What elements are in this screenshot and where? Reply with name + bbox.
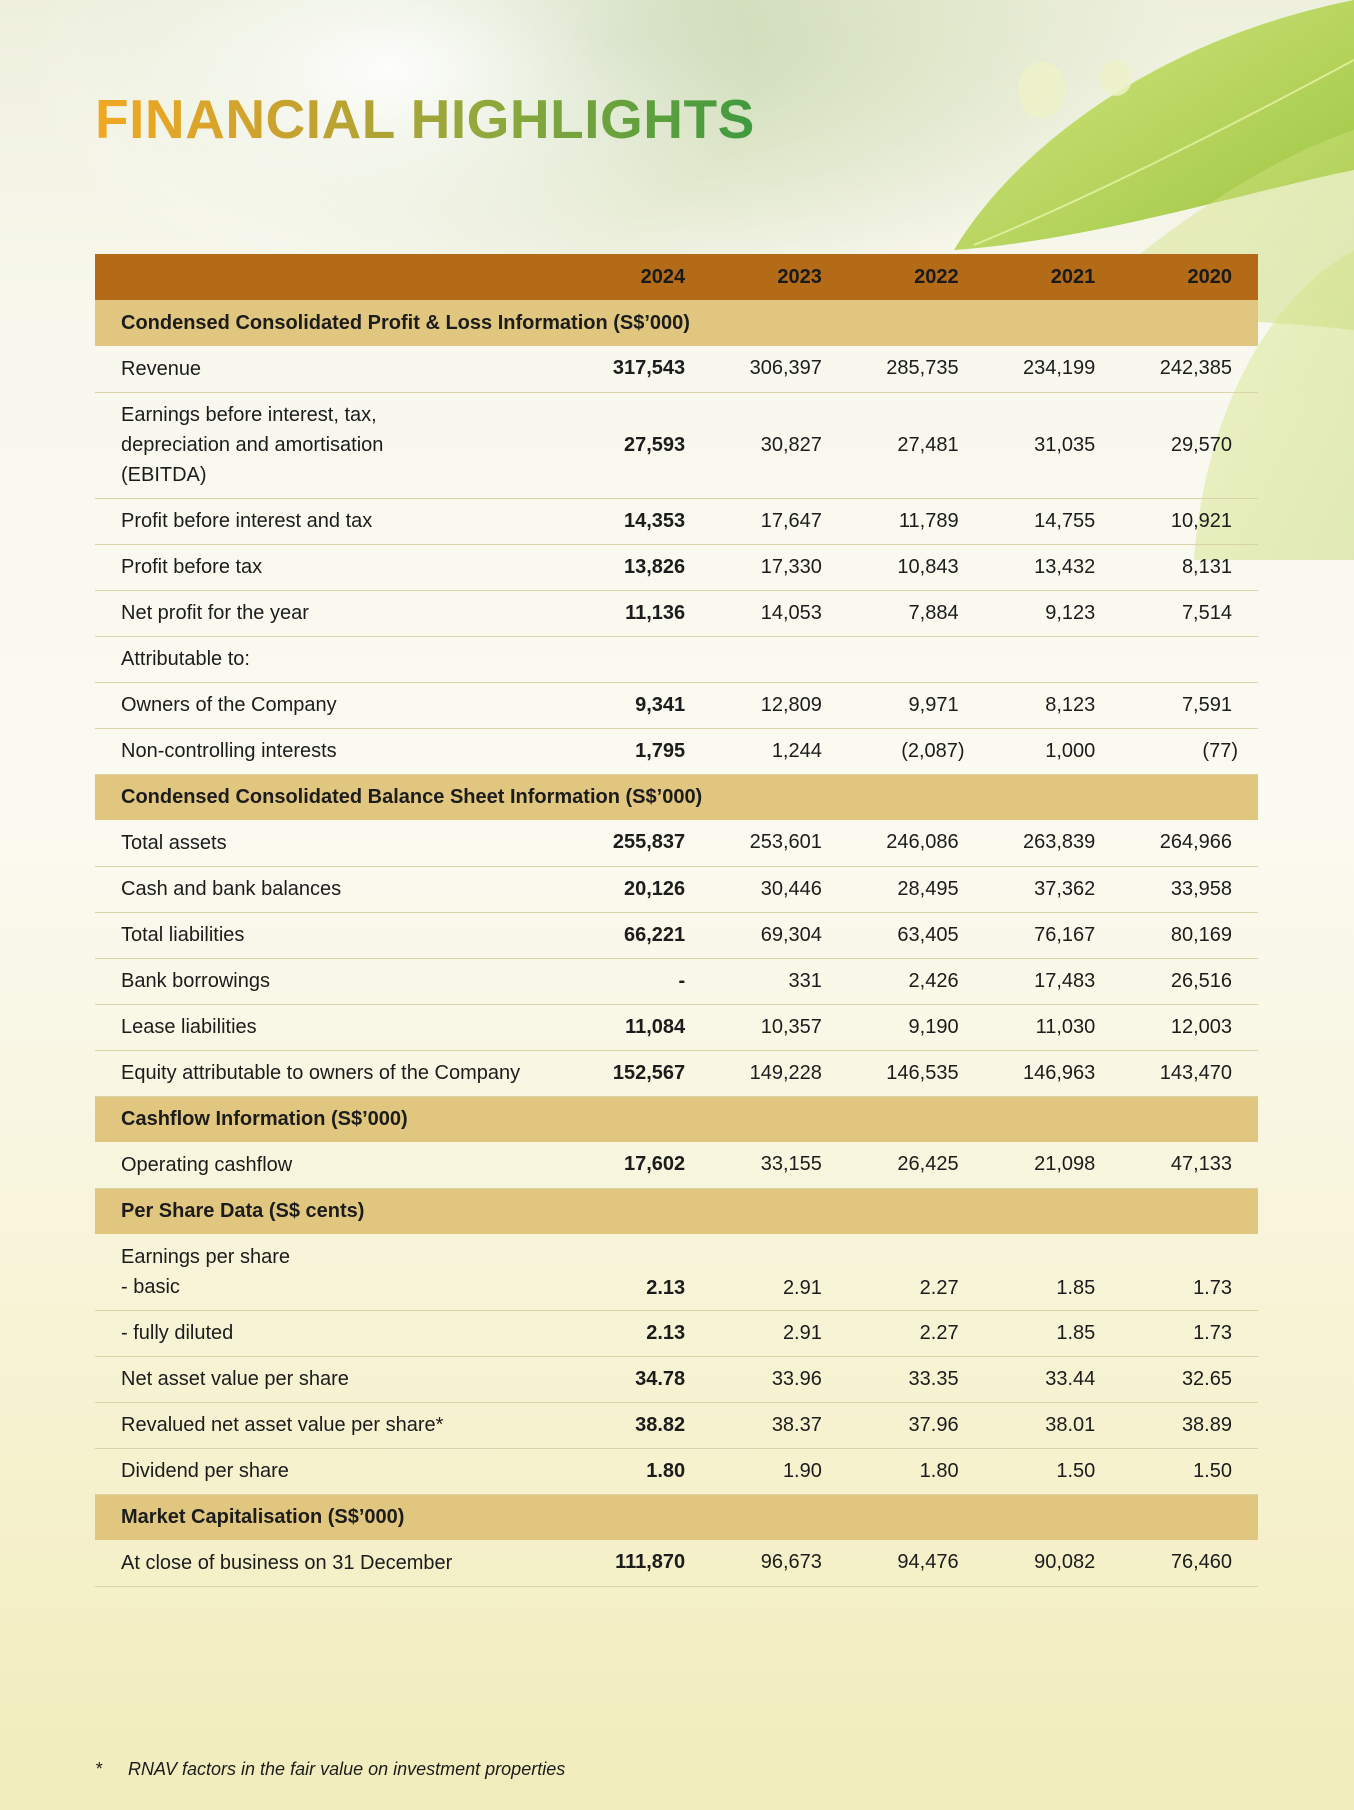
header-blank-cell <box>95 254 574 300</box>
value-2020: 80,169 <box>1170 923 1232 946</box>
value-2020: 29,570 <box>1170 433 1232 456</box>
value-2021: 17,483 <box>1034 969 1096 992</box>
value-2022: 28,495 <box>897 877 959 900</box>
value-2021: 234,199 <box>1022 357 1096 380</box>
table-row-pbt <box>95 544 1258 590</box>
value-2021: 1.85 <box>1056 1321 1096 1344</box>
value-2022: 9,971 <box>908 693 959 716</box>
value-2021: 21,098 <box>1034 1153 1096 1176</box>
section-title: Market Capitalisation (S$’000) <box>121 1505 405 1528</box>
table-row-nav <box>95 1356 1258 1402</box>
value-2020: 33,958 <box>1170 877 1232 900</box>
value-2024: 255,837 <box>612 831 686 854</box>
value-2021: 38.01 <box>1045 1413 1096 1436</box>
table-row-ebitda <box>95 392 1258 498</box>
value-2023: 17,647 <box>760 509 822 532</box>
value-2023: 253,601 <box>749 831 822 854</box>
row-label: Non-controlling interests <box>121 740 337 762</box>
value-2021: 146,963 <box>1022 1061 1096 1084</box>
value-2021: 263,839 <box>1022 831 1096 854</box>
row-label: Operating cashflow <box>121 1153 293 1176</box>
year-header-row <box>95 254 1258 300</box>
value-2023: 17,330 <box>760 555 822 578</box>
row-label: Bank borrowings <box>121 970 270 992</box>
value-2021: 11,030 <box>1035 1015 1096 1038</box>
value-2021: 8,123 <box>1045 693 1096 716</box>
row-label: Equity attributable to owners of the Company <box>121 1062 521 1084</box>
value-2024: 1.80 <box>646 1459 686 1482</box>
row-label: Revenue <box>121 357 202 380</box>
value-2022: 63,405 <box>897 923 959 946</box>
value-2020: 7,514 <box>1181 601 1232 624</box>
value-2022: 2,426 <box>908 969 959 992</box>
value-2020: 8,131 <box>1181 555 1232 578</box>
financial-highlights-table <box>95 254 1258 1587</box>
value-2021: 37,362 <box>1034 877 1096 900</box>
value-2024: 20,126 <box>624 877 686 900</box>
value-2023: 69,304 <box>760 923 822 946</box>
value-2024: 2.13 <box>646 1321 686 1344</box>
value-2020: 38.89 <box>1181 1413 1232 1436</box>
row-label-line: (EBITDA) <box>121 464 207 486</box>
year-header-2024: 2024 <box>640 265 686 288</box>
value-2020: 242,385 <box>1159 357 1232 380</box>
value-2020: 12,003 <box>1170 1015 1232 1038</box>
value-2020: 1.50 <box>1193 1459 1232 1482</box>
value-2023: 33.96 <box>771 1367 822 1390</box>
row-label-line: - basic <box>121 1275 180 1298</box>
table-row-revenue <box>95 346 1258 392</box>
value-2023: 10,357 <box>760 1015 822 1038</box>
value-2023: 1,244 <box>771 739 822 762</box>
row-label: - fully diluted <box>121 1322 234 1344</box>
row-label: Total assets <box>121 831 227 854</box>
value-2024: 11,136 <box>625 601 686 624</box>
value-2023: 30,827 <box>760 433 822 456</box>
year-header-2023: 2023 <box>777 265 822 288</box>
value-2022: (2,087) <box>901 739 965 762</box>
value-2021: 90,082 <box>1034 1551 1096 1574</box>
value-2023: 1.90 <box>782 1459 822 1482</box>
value-2020: 1.73 <box>1193 1321 1232 1344</box>
row-label <box>95 392 574 498</box>
value-2023: 306,397 <box>749 357 822 380</box>
value-2022: 33.35 <box>908 1367 959 1390</box>
value-2022: 2.27 <box>919 1276 959 1299</box>
table-row-eps-diluted <box>95 1310 1258 1356</box>
row-label: At close of business on 31 December <box>121 1551 453 1574</box>
value-2021: 76,167 <box>1034 923 1096 946</box>
value-2023: 96,673 <box>760 1551 822 1574</box>
value-2021: 9,123 <box>1045 601 1096 624</box>
value-2024: 152,567 <box>612 1061 686 1084</box>
value-2020: 47,133 <box>1170 1153 1232 1176</box>
value-2022: 10,843 <box>897 555 959 578</box>
section-title: Condensed Consolidated Profit & Loss Information (S$’000) <box>121 311 690 334</box>
row-label: Owners of the Company <box>121 694 337 716</box>
value-2020: 7,591 <box>1181 693 1232 716</box>
table-row-rnav <box>95 1402 1258 1448</box>
section-header-balance-sheet <box>95 774 1258 820</box>
value-2020: 26,516 <box>1170 969 1232 992</box>
row-label: Total liabilities <box>121 924 245 946</box>
page-title: FINANCIAL HIGHLIGHTS <box>95 88 755 150</box>
row-label-line: depreciation and amortisation <box>121 434 384 456</box>
value-2022: 246,086 <box>886 831 959 854</box>
value-2024: 27,593 <box>624 433 686 456</box>
value-2020: 76,460 <box>1170 1551 1232 1574</box>
value-2022: 27,481 <box>897 433 959 456</box>
footnote-mark: * <box>95 1759 103 1779</box>
row-label: Lease liabilities <box>121 1016 257 1038</box>
table-row-owners <box>95 682 1258 728</box>
value-2024: 17,602 <box>624 1153 686 1176</box>
value-2022: 11,789 <box>898 509 959 532</box>
table-row-dps <box>95 1448 1258 1494</box>
table-row-eps-basic <box>95 1234 1258 1310</box>
row-label: Profit before tax <box>121 556 263 578</box>
value-2023: 149,228 <box>749 1061 822 1084</box>
table-row-pbit <box>95 498 1258 544</box>
table-row-total-liabilities <box>95 912 1258 958</box>
year-header-2020: 2020 <box>1187 265 1232 288</box>
value-2023: 33,155 <box>760 1153 822 1176</box>
table-row-bank-borrowings <box>95 958 1258 1004</box>
value-2022: 7,884 <box>908 601 959 624</box>
value-2021: 31,035 <box>1034 433 1096 456</box>
year-header-2022: 2022 <box>914 265 959 288</box>
value-2024: 111,870 <box>615 1551 686 1574</box>
value-2024: 2.13 <box>646 1276 686 1299</box>
value-2023: 30,446 <box>760 877 822 900</box>
value-2024: - <box>678 969 686 992</box>
value-2024: 13,826 <box>624 555 686 578</box>
row-label: Profit before interest and tax <box>121 510 373 532</box>
value-2022: 285,735 <box>886 357 959 380</box>
table-row-net-profit <box>95 590 1258 636</box>
row-label: Revalued net asset value per share* <box>121 1414 444 1436</box>
row-label: Net asset value per share <box>121 1368 349 1390</box>
table-row-attributable <box>95 636 1258 682</box>
table-row-lease-liabilities <box>95 1004 1258 1050</box>
value-2024: 38.82 <box>635 1413 686 1436</box>
value-2023: 14,053 <box>760 601 822 624</box>
table-row-nci <box>95 728 1258 774</box>
value-2020: 143,470 <box>1159 1061 1232 1084</box>
value-2024: 317,543 <box>612 357 686 380</box>
section-title: Per Share Data (S$ cents) <box>121 1199 365 1222</box>
row-label: Net profit for the year <box>121 602 309 624</box>
value-2021: 1.85 <box>1056 1276 1096 1299</box>
value-2023: 38.37 <box>771 1413 822 1436</box>
section-header-per-share <box>95 1188 1258 1234</box>
row-label <box>95 1234 574 1310</box>
value-2020: 264,966 <box>1159 831 1232 854</box>
section-header-profit-loss <box>95 300 1258 346</box>
value-2024: 9,341 <box>635 693 686 716</box>
value-2021: 14,755 <box>1034 509 1096 532</box>
value-2022: 37.96 <box>908 1413 959 1436</box>
value-2023: 12,809 <box>760 693 822 716</box>
table-row-operating-cashflow <box>95 1142 1258 1188</box>
value-2023: 2.91 <box>782 1321 822 1344</box>
row-label: Cash and bank balances <box>121 878 342 900</box>
footnote <box>95 1759 565 1780</box>
section-header-market-cap <box>95 1494 1258 1540</box>
value-2024: 11,084 <box>625 1015 686 1038</box>
value-2022: 9,190 <box>908 1015 959 1038</box>
value-2021: 13,432 <box>1034 555 1096 578</box>
row-label: Attributable to: <box>121 648 250 670</box>
value-2024: 14,353 <box>624 509 686 532</box>
row-label: Dividend per share <box>121 1460 289 1482</box>
value-2022: 94,476 <box>897 1551 959 1574</box>
section-title: Cashflow Information (S$’000) <box>121 1107 408 1130</box>
table-row-total-assets <box>95 820 1258 866</box>
section-header-cashflow <box>95 1096 1258 1142</box>
value-2021: 1,000 <box>1045 739 1096 762</box>
value-2023: 331 <box>788 969 822 992</box>
table-row-equity <box>95 1050 1258 1096</box>
value-2021: 1.50 <box>1056 1459 1096 1482</box>
value-2024: 34.78 <box>635 1367 686 1390</box>
value-2022: 146,535 <box>886 1061 959 1084</box>
value-2020: (77) <box>1202 739 1238 762</box>
value-2022: 1.80 <box>919 1459 959 1482</box>
value-2020: 1.73 <box>1193 1276 1232 1299</box>
row-label-line: Earnings before interest, tax, <box>121 404 377 426</box>
year-header-2021: 2021 <box>1050 265 1096 288</box>
row-label-line: Earnings per share <box>121 1245 290 1268</box>
section-title: Condensed Consolidated Balance Sheet Information (S$’000) <box>121 785 703 808</box>
value-2022: 2.27 <box>919 1321 959 1344</box>
value-2021: 33.44 <box>1045 1367 1096 1390</box>
table-row-market-cap <box>95 1540 1258 1586</box>
value-2022: 26,425 <box>897 1153 959 1176</box>
value-2023: 2.91 <box>782 1276 822 1299</box>
value-2020: 32.65 <box>1181 1367 1232 1390</box>
value-2024: 1,795 <box>635 739 686 762</box>
value-2024: 66,221 <box>624 923 686 946</box>
table-row-cash <box>95 866 1258 912</box>
footnote-text: RNAV factors in the fair value on investment properties <box>128 1759 566 1779</box>
value-2020: 10,921 <box>1170 509 1232 532</box>
